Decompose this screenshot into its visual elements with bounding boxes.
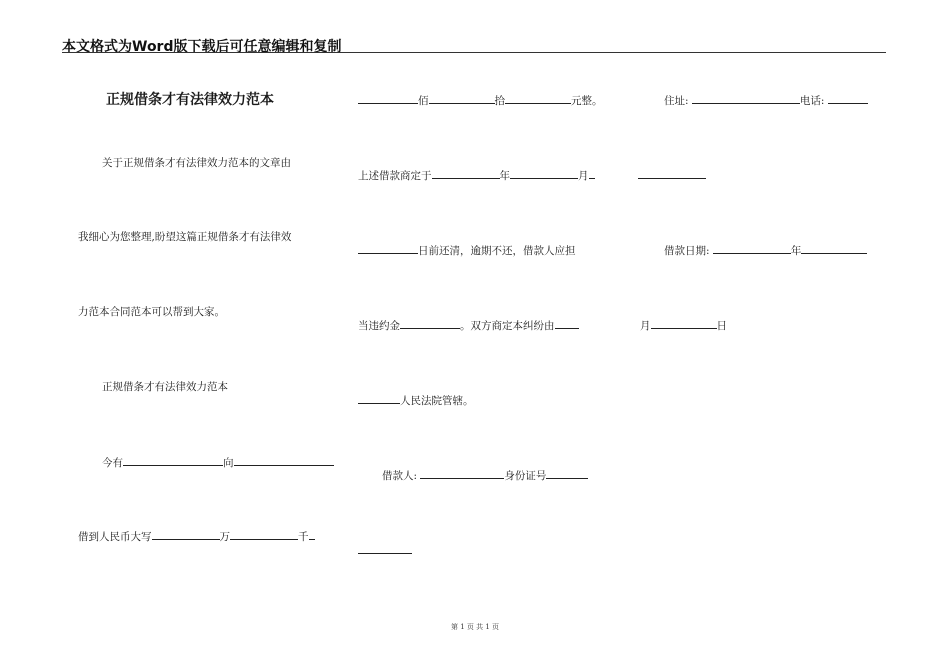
shi-blank [505, 93, 571, 104]
amount-cont-line [358, 93, 603, 108]
loan-year-label: 年 [790, 245, 802, 257]
wan-label: 万 [219, 531, 230, 543]
id-cont-line [358, 543, 412, 558]
borrower-label: 借款人: [382, 470, 418, 482]
shi-label: 拾 [494, 95, 505, 107]
loan-date-line [664, 243, 867, 258]
repay-date-line [358, 168, 595, 183]
header-rule [62, 52, 886, 53]
lender-prefix: 今有 [102, 457, 123, 469]
repay-terms-text: 日前还清，逾期不还，借款人应担 [418, 245, 576, 257]
court-blank [555, 318, 579, 329]
repay-month-blank [510, 168, 578, 179]
amount-line [78, 529, 315, 544]
loan-day-blank [651, 318, 717, 329]
intro-line-2: 我细心为您整理,盼望这篇正规借条才有法律效 [78, 231, 292, 243]
borrower-sign-line [382, 468, 588, 483]
loan-year-blank [713, 243, 791, 254]
id-blank [546, 468, 588, 479]
qian-tail-blank [309, 529, 315, 540]
repay-year-blank [432, 168, 500, 179]
repay-month-tail-blank [589, 168, 595, 179]
phone-cont-line [638, 168, 706, 183]
penalty-prefix: 当违约金 [358, 320, 400, 332]
document-title: 正规借条才有法律效力范本 [106, 92, 274, 108]
qian-blank [230, 529, 298, 540]
yuan-label: 元整。 [571, 95, 603, 107]
dispute-text: 。双方商定本纠纷由 [460, 320, 555, 332]
address-label: 住址: [664, 95, 689, 107]
id-label: 身份证号 [504, 470, 547, 482]
penalty-line [358, 318, 579, 333]
qian-cont-blank [358, 93, 418, 104]
intro-line-3: 力范本合同范本可以帮到大家。 [78, 306, 225, 318]
phone-blank [828, 93, 868, 104]
address-blank [692, 93, 800, 104]
lender-blank [123, 455, 223, 466]
document-header: 本文格式为Word版下载后可任意编辑和复制 [62, 39, 342, 55]
lender-line [102, 455, 334, 470]
repay-prefix: 上述借款商定于 [358, 170, 432, 182]
amount-prefix: 借到人民币大写 [78, 531, 152, 543]
borrower-sign-blank [420, 468, 504, 479]
repay-terms-line [358, 243, 576, 258]
qian-label: 千 [298, 531, 309, 543]
loan-day-label: 日 [716, 320, 727, 332]
address-line [664, 93, 868, 108]
lender-to: 向 [223, 457, 234, 469]
repay-year-label: 年 [499, 170, 510, 182]
id-cont-blank [358, 543, 412, 554]
section-subtitle: 正规借条才有法律效力范本 [102, 381, 228, 393]
loan-date-label: 借款日期: [664, 245, 710, 257]
wan-blank [152, 529, 220, 540]
loan-date-cont-line [640, 318, 727, 333]
repay-day-blank [358, 243, 418, 254]
court-text: 人民法院管辖。 [400, 395, 474, 407]
court-cont-blank [358, 393, 400, 404]
penalty-blank [400, 318, 460, 329]
repay-month-label: 月 [578, 170, 589, 182]
court-line [358, 393, 474, 408]
bai-label: 佰 [418, 95, 429, 107]
loan-month-label: 月 [640, 320, 651, 332]
intro-line-1: 关于正规借条才有法律效力范本的文章由 [102, 157, 291, 169]
borrower-blank [234, 455, 334, 466]
bai-blank [429, 93, 495, 104]
phone-label: 电话: [799, 95, 825, 107]
phone-cont-blank [638, 168, 706, 179]
page-footer: 第 1 页 共 1 页 [450, 623, 500, 631]
loan-month-tail-blank [801, 243, 867, 254]
